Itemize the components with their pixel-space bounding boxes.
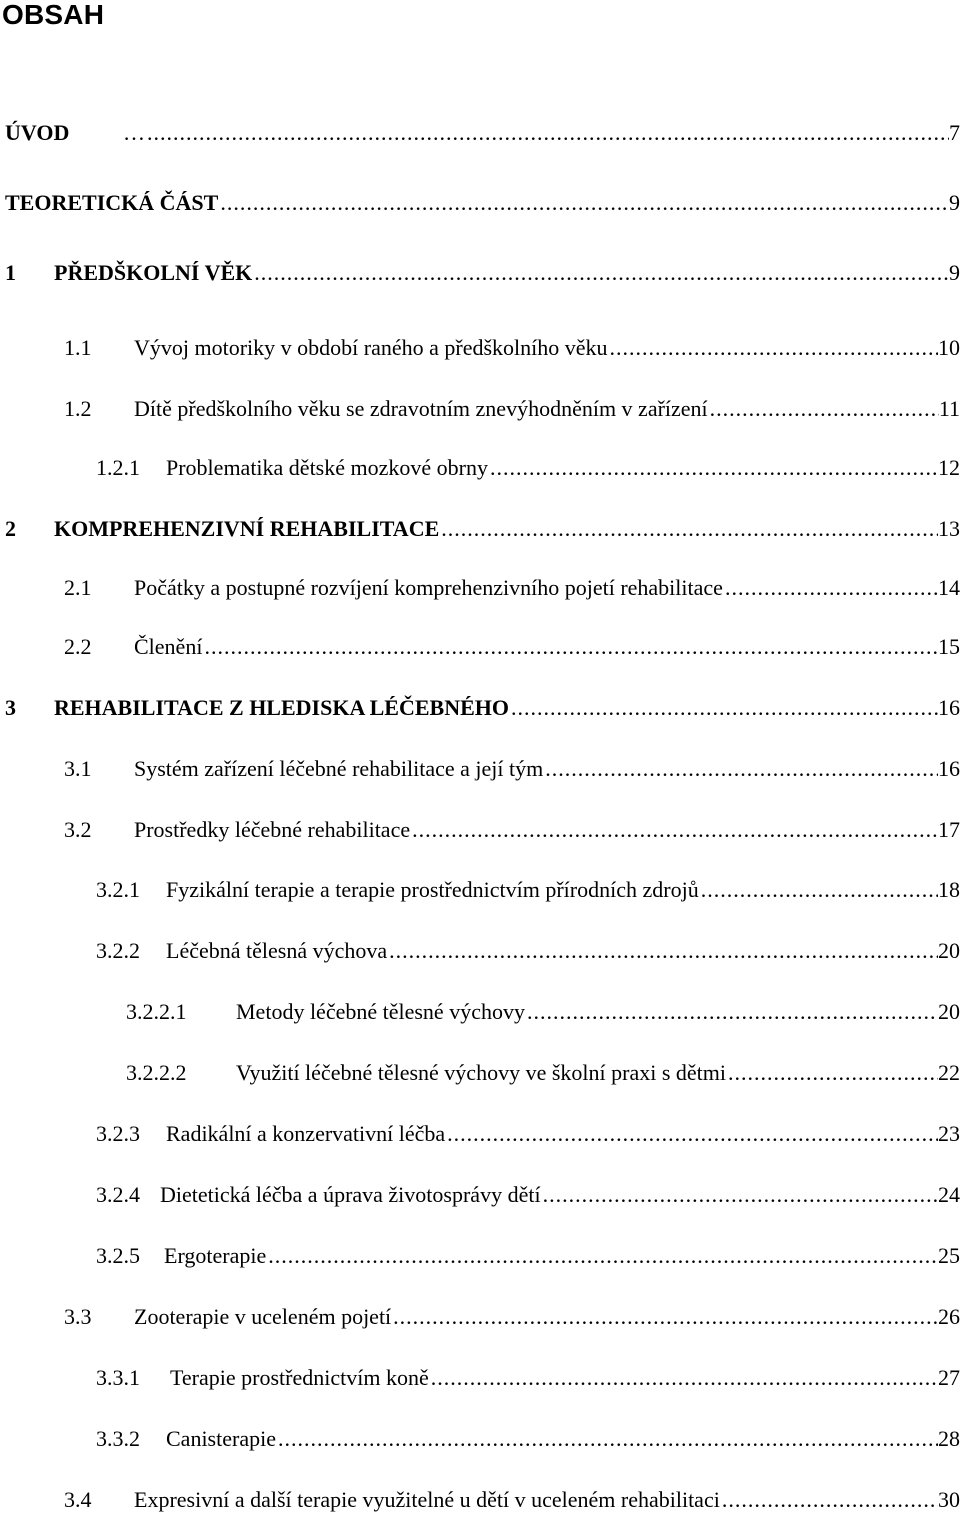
toc-entry-number: 3.3 bbox=[64, 1304, 92, 1329]
toc-entry-title: Fyzikální terapie a terapie prostřednictvím přírodních zdrojů bbox=[166, 877, 699, 902]
toc-entry-title: Vývoj motoriky v období raného a předškolního věku bbox=[134, 335, 608, 360]
toc-entry-page: 25 bbox=[938, 1243, 960, 1268]
toc-entry-number: 3.1 bbox=[64, 756, 92, 781]
toc-entry-title: Dietetická léčba a úprava životosprávy dětí bbox=[160, 1182, 541, 1207]
toc-entry-title: Metody léčebné tělesné výchovy bbox=[236, 999, 525, 1024]
toc-entry-page: 13 bbox=[938, 516, 960, 541]
toc-entry-number: 3 bbox=[5, 695, 16, 720]
toc-leader-dots bbox=[723, 571, 938, 605]
toc-entry-title: Canisterapie bbox=[166, 1426, 276, 1451]
toc-entry-number: 3.2.2.1 bbox=[126, 999, 187, 1024]
toc-entry-number: 3.2.2.2 bbox=[126, 1060, 187, 1085]
toc-entry-number: 2.1 bbox=[64, 575, 92, 600]
toc-entry-title: Členění bbox=[134, 634, 203, 659]
toc-entry-title: PŘEDŠKOLNÍ VĚK bbox=[54, 260, 253, 285]
toc-entry-number: 3.3.1 bbox=[96, 1365, 140, 1390]
toc-leader-dots bbox=[608, 331, 938, 365]
toc-leader-dots bbox=[525, 995, 938, 1029]
toc-entry-page: 17 bbox=[938, 817, 960, 842]
toc-entry-page: 27 bbox=[938, 1365, 960, 1390]
toc-entry-page: 16 bbox=[938, 695, 960, 720]
toc-entry-1-2[interactable] bbox=[64, 392, 960, 426]
toc-entry-title: REHABILITACE Z HLEDISKA LÉČEBNÉHO bbox=[54, 695, 509, 720]
toc-entry-page: 22 bbox=[938, 1060, 960, 1085]
toc-entry-number: ÚVOD bbox=[5, 120, 70, 145]
toc-leader-dots bbox=[543, 752, 938, 786]
toc-entry-title: … bbox=[123, 120, 145, 145]
toc-entry-number: 3.2.4 bbox=[96, 1182, 140, 1207]
toc-entry-number: 2 bbox=[5, 516, 16, 541]
toc-entry-1-1[interactable] bbox=[64, 331, 960, 365]
toc-entry-title: Radikální a konzervativní léčba bbox=[166, 1121, 446, 1146]
toc-entry-title: Dítě předškolního věku se zdravotním znevýhodněním v zařízení bbox=[134, 396, 708, 421]
toc-leader-dots bbox=[202, 630, 938, 664]
toc-leader-dots bbox=[410, 813, 938, 847]
toc-leader-dots bbox=[429, 1361, 938, 1395]
toc-entry-page: 30 bbox=[938, 1487, 960, 1512]
toc-leader-dots bbox=[541, 1178, 938, 1212]
toc-entry-title: Systém zařízení léčebné rehabilitace a její tým bbox=[134, 756, 544, 781]
toc-entry-3-3[interactable] bbox=[64, 1300, 960, 1334]
toc-entry-2[interactable] bbox=[5, 512, 960, 546]
toc-entry-number: 3.2.5 bbox=[96, 1243, 140, 1268]
toc-entry-page: 23 bbox=[938, 1121, 960, 1146]
toc-entry-3-1[interactable] bbox=[64, 752, 960, 786]
toc-entry-page: 20 bbox=[938, 938, 960, 963]
toc-entry-number: 3.2.2 bbox=[96, 938, 140, 963]
toc-entry-page: 14 bbox=[938, 575, 960, 600]
toc-leader-dots bbox=[708, 392, 939, 426]
toc-entry-2-1[interactable] bbox=[64, 571, 960, 605]
toc-entry-page: 15 bbox=[938, 634, 960, 659]
toc-entry-number: 2.2 bbox=[64, 634, 92, 659]
toc-entry-number: 1.1 bbox=[64, 335, 92, 360]
toc-entry-3-3-1[interactable] bbox=[96, 1361, 960, 1395]
toc-leader-dots bbox=[720, 1483, 938, 1517]
toc-entry-3-2[interactable] bbox=[64, 813, 960, 847]
toc-entry-1[interactable] bbox=[5, 256, 960, 290]
toc-entry-2-2[interactable] bbox=[64, 630, 960, 664]
toc-entry-title: Počátky a postupné rozvíjení komprehenzivního pojetí rehabilitace bbox=[134, 575, 723, 600]
toc-entry-title: Terapie prostřednictvím koně bbox=[170, 1365, 429, 1390]
toc-leader-dots bbox=[391, 1300, 938, 1334]
toc-entry-number: 1.2 bbox=[64, 396, 92, 421]
toc-entry-title: Prostředky léčebné rehabilitace bbox=[134, 817, 411, 842]
toc-entry-page: 9 bbox=[949, 190, 960, 215]
toc-entry-title: KOMPREHENZIVNÍ REHABILITACE bbox=[54, 516, 440, 541]
toc-entry-page: 16 bbox=[938, 756, 960, 781]
toc-entry-page: 28 bbox=[938, 1426, 960, 1451]
toc-entry-title: Expresivní a další terapie využitelné u dětí v uceleném rehabilitaci bbox=[134, 1487, 720, 1512]
toc-entry-title: TEORETICKÁ ČÁST bbox=[5, 190, 219, 215]
toc-entry-page: 12 bbox=[938, 455, 960, 480]
toc-entry-3-2-2[interactable] bbox=[96, 934, 960, 968]
toc-entry-3[interactable] bbox=[5, 691, 960, 725]
toc-leader-dots bbox=[218, 186, 949, 220]
toc-entry-number: 3.2 bbox=[64, 817, 92, 842]
toc-leader-dots bbox=[509, 691, 938, 725]
toc-entry-page: 24 bbox=[938, 1182, 960, 1207]
toc-entry-title: Problematika dětské mozkové obrny bbox=[166, 455, 488, 480]
toc-entry-number: 3.3.2 bbox=[96, 1426, 140, 1451]
toc-entry-3-2-2-2[interactable] bbox=[126, 1056, 960, 1090]
toc-entry-title: Využití léčebné tělesné výchovy ve školní praxi s dětmi bbox=[236, 1060, 726, 1085]
toc-entry-page: 20 bbox=[938, 999, 960, 1024]
toc-entry-uvod[interactable] bbox=[5, 116, 960, 150]
page-title: OBSAH bbox=[2, 0, 105, 30]
toc-entry-number: 1.2.1 bbox=[96, 455, 140, 480]
toc-leader-dots bbox=[145, 116, 949, 150]
toc-leader-dots bbox=[439, 512, 938, 546]
toc-entry-number: 1 bbox=[5, 260, 16, 285]
toc-entry-page: 18 bbox=[938, 877, 960, 902]
toc-entry-3-2-4[interactable] bbox=[96, 1178, 960, 1212]
toc-leader-dots bbox=[488, 451, 938, 485]
toc-entry-3-2-1[interactable] bbox=[96, 873, 960, 907]
toc-leader-dots bbox=[276, 1422, 938, 1456]
toc-entry-page: 11 bbox=[938, 396, 960, 421]
toc-entry-3-2-5[interactable] bbox=[96, 1239, 960, 1273]
toc-entry-page: 9 bbox=[949, 260, 960, 285]
toc-entry-3-2-2-1[interactable] bbox=[126, 995, 960, 1029]
toc-entry-teoreticka-cast[interactable] bbox=[5, 186, 960, 220]
toc-leader-dots bbox=[699, 873, 938, 907]
toc-leader-dots bbox=[445, 1117, 938, 1151]
toc-entry-title: Zooterapie v uceleném pojetí bbox=[134, 1304, 392, 1329]
toc-entry-3-3-2[interactable] bbox=[96, 1422, 960, 1456]
toc-entry-number: 3.2.3 bbox=[96, 1121, 140, 1146]
toc-entry-title: Léčebná tělesná výchova bbox=[166, 938, 388, 963]
toc-entry-page: 7 bbox=[949, 120, 960, 145]
toc-entry-page: 10 bbox=[938, 335, 960, 360]
toc-entry-number: 3.4 bbox=[64, 1487, 92, 1512]
toc-entry-title: Ergoterapie bbox=[164, 1243, 267, 1268]
toc-entry-3-2-3[interactable] bbox=[96, 1117, 960, 1151]
toc-leader-dots bbox=[266, 1239, 938, 1273]
toc-entry-3-4[interactable] bbox=[64, 1483, 960, 1517]
toc-entry-page: 26 bbox=[938, 1304, 960, 1329]
toc-entry-1-2-1[interactable] bbox=[96, 451, 960, 485]
toc-entry-number: 3.2.1 bbox=[96, 877, 140, 902]
toc-leader-dots bbox=[252, 256, 949, 290]
toc-leader-dots bbox=[726, 1056, 938, 1090]
toc-leader-dots bbox=[387, 934, 938, 968]
